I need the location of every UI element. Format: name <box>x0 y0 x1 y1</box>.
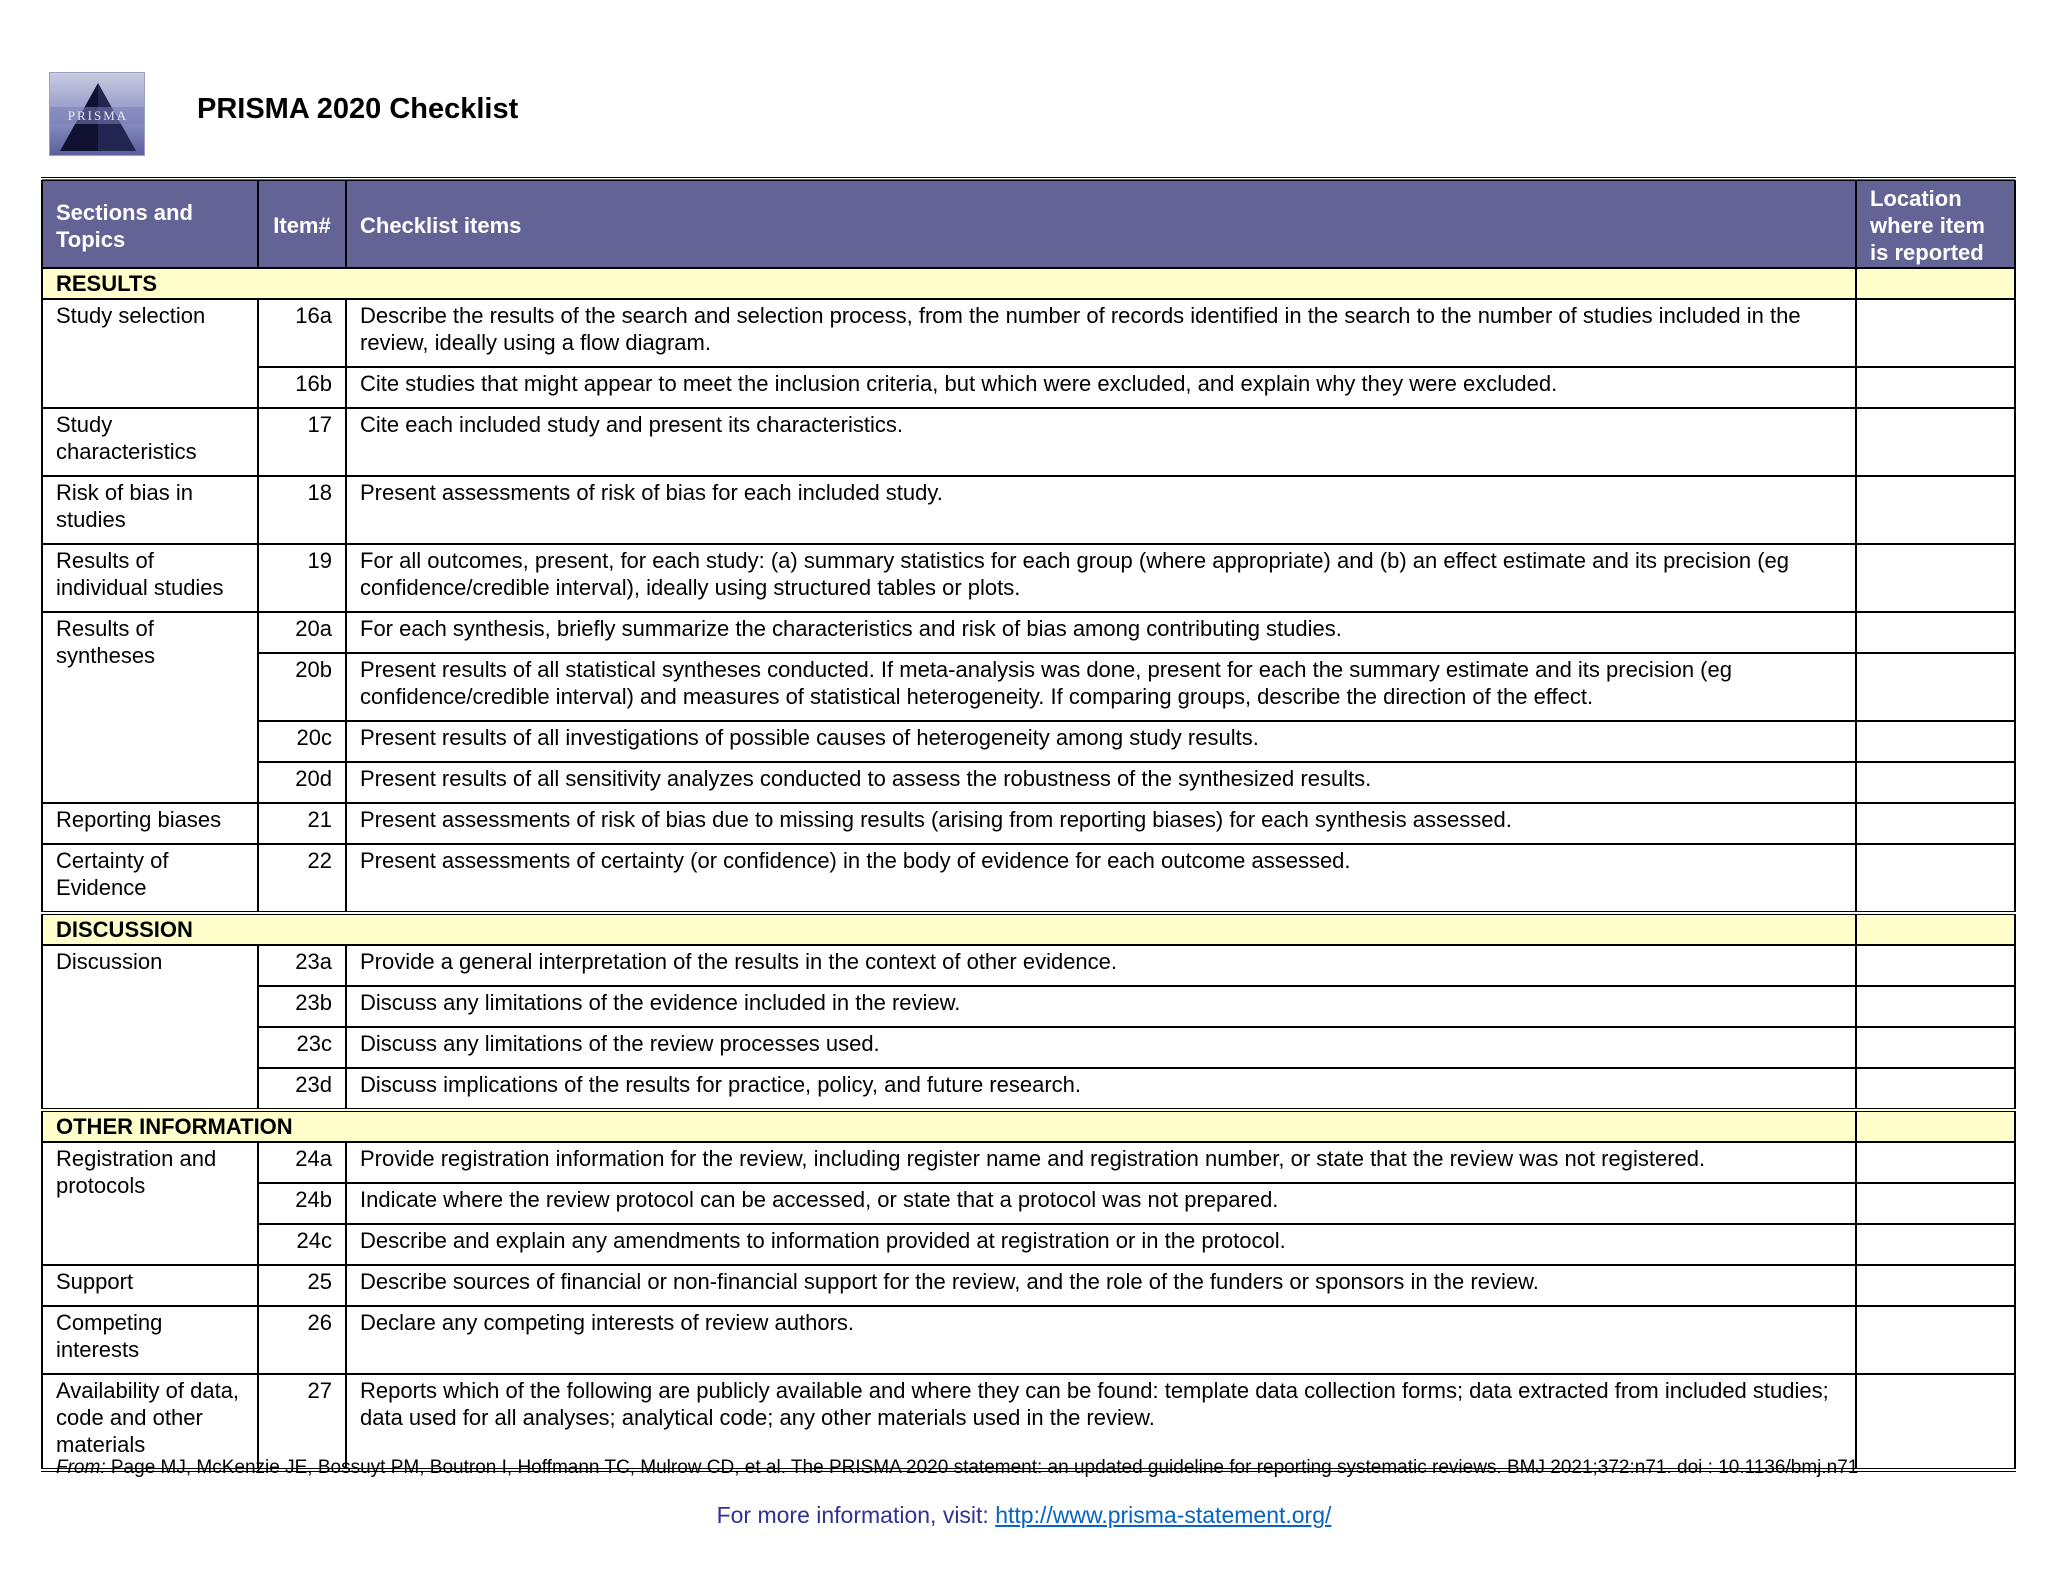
section-row <box>42 268 2015 299</box>
prisma-logo <box>49 72 145 156</box>
table-row <box>42 803 2015 844</box>
checklist-item-cell: Cite each included study and present its characteristics. <box>346 408 1856 476</box>
item-number-cell: 23b <box>258 986 346 1027</box>
checklist-item-cell: Indicate where the review protocol can be accessed, or state that a protocol was not prepared. <box>346 1183 1856 1224</box>
table-row <box>42 612 2015 653</box>
item-number-cell: 17 <box>258 408 346 476</box>
item-number-cell: 24b <box>258 1183 346 1224</box>
table-row <box>42 653 2015 721</box>
location-cell[interactable] <box>1856 844 2015 913</box>
location-cell[interactable] <box>1856 1068 2015 1110</box>
location-cell[interactable] <box>1856 1265 2015 1306</box>
topic-cell: Registration and protocols <box>42 1142 258 1265</box>
checklist-item-cell: Provide a general interpretation of the results in the context of other evidence. <box>346 945 1856 986</box>
location-cell[interactable] <box>1856 1142 2015 1183</box>
item-number-cell: 25 <box>258 1265 346 1306</box>
checklist-item-cell: Present assessments of risk of bias for each included study. <box>346 476 1856 544</box>
location-cell[interactable] <box>1856 367 2015 408</box>
table-row <box>42 367 2015 408</box>
checklist-item-cell: Discuss any limitations of the review processes used. <box>346 1027 1856 1068</box>
item-number-cell: 23a <box>258 945 346 986</box>
checklist-item-cell: For all outcomes, present, for each study: (a) summary statistics for each group (where appropriate) and (b) an effect estimate and its precision (eg confidence/credible interval), ideally using structured tables or plots. <box>346 544 1856 612</box>
citation-from-label: From: <box>56 1457 106 1478</box>
location-cell[interactable] <box>1856 612 2015 653</box>
location-cell[interactable] <box>1856 299 2015 367</box>
checklist-item-cell: Present assessments of risk of bias due to missing results (arising from reporting biases) for each synthesis assessed. <box>346 803 1856 844</box>
checklist-item-cell: Discuss any limitations of the evidence included in the review. <box>346 986 1856 1027</box>
location-cell[interactable] <box>1856 544 2015 612</box>
checklist-item-cell: Declare any competing interests of review authors. <box>346 1306 1856 1374</box>
item-number-cell: 24c <box>258 1224 346 1265</box>
checklist-item-cell: Describe the results of the search and selection process, from the number of records identified in the search to the number of studies included in the review, ideally using a flow diagram. <box>346 299 1856 367</box>
table-row <box>42 1142 2015 1183</box>
checklist-item-cell: Describe sources of financial or non-financial support for the review, and the role of the funders or sponsors in the review. <box>346 1265 1856 1306</box>
checklist-item-cell: Present results of all statistical syntheses conducted. If meta-analysis was done, present for each the summary estimate and its precision (eg confidence/credible interval) and measures of statistical heterogeneity. If comparing groups, describe the direction of the effect. <box>346 653 1856 721</box>
section-location-cell <box>1856 268 2015 299</box>
section-location-cell <box>1856 1110 2015 1142</box>
table-row <box>42 844 2015 913</box>
citation-text: Page MJ, McKenzie JE, Bossuyt PM, Boutron I, Hoffmann TC, Mulrow CD, et al. The PRISMA 2020 statement: an updated guideline for reporting systematic reviews. BMJ 2021;372:n71. doi : 10.1136/bmj.n71 <box>105 1457 1859 1478</box>
table-row <box>42 986 2015 1027</box>
checklist-table <box>41 177 2016 1472</box>
location-cell[interactable] <box>1856 762 2015 803</box>
location-cell[interactable] <box>1856 721 2015 762</box>
logo-text: PRISMA <box>67 108 129 123</box>
table-row <box>42 299 2015 367</box>
location-cell[interactable] <box>1856 1224 2015 1265</box>
topic-cell: Availability of data, code and other materials <box>42 1374 258 1470</box>
prisma-website-link[interactable]: http://www.prisma-statement.org/ <box>995 1502 1332 1528</box>
section-heading: RESULTS <box>42 268 1856 299</box>
checklist-item-cell: Present assessments of certainty (or confidence) in the body of evidence for each outcome assessed. <box>346 844 1856 913</box>
table-row <box>42 1068 2015 1110</box>
more-info-prefix: For more information, visit: <box>716 1502 996 1528</box>
more-info-line <box>0 1500 2048 1530</box>
topic-cell: Certainty of Evidence <box>42 844 258 913</box>
topic-cell: Results of individual studies <box>42 544 258 612</box>
topic-cell: Support <box>42 1265 258 1306</box>
item-number-cell: 19 <box>258 544 346 612</box>
section-row <box>42 913 2015 945</box>
item-number-cell: 27 <box>258 1374 346 1470</box>
item-number-cell: 23d <box>258 1068 346 1110</box>
section-heading: OTHER INFORMATION <box>42 1110 1856 1142</box>
header-location: Location where item is reported <box>1856 179 2015 268</box>
location-cell[interactable] <box>1856 476 2015 544</box>
item-number-cell: 16a <box>258 299 346 367</box>
item-number-cell: 24a <box>258 1142 346 1183</box>
checklist-item-cell: Describe and explain any amendments to information provided at registration or in the protocol. <box>346 1224 1856 1265</box>
table-header-row <box>42 179 2015 268</box>
topic-cell: Discussion <box>42 945 258 1110</box>
checklist-item-cell: Present results of all investigations of possible causes of heterogeneity among study results. <box>346 721 1856 762</box>
item-number-cell: 23c <box>258 1027 346 1068</box>
section-location-cell <box>1856 913 2015 945</box>
location-cell[interactable] <box>1856 803 2015 844</box>
location-cell[interactable] <box>1856 1027 2015 1068</box>
table-row <box>42 544 2015 612</box>
header-checklist-items: Checklist items <box>346 179 1856 268</box>
table-row <box>42 476 2015 544</box>
table-row <box>42 408 2015 476</box>
table-row <box>42 1183 2015 1224</box>
table-row <box>42 1027 2015 1068</box>
checklist-body <box>42 268 2015 1470</box>
table-row <box>42 762 2015 803</box>
item-number-cell: 16b <box>258 367 346 408</box>
section-row <box>42 1110 2015 1142</box>
checklist-item-cell: Present results of all sensitivity analyzes conducted to assess the robustness of the synthesized results. <box>346 762 1856 803</box>
topic-cell: Competing interests <box>42 1306 258 1374</box>
table-row <box>42 1265 2015 1306</box>
item-number-cell: 18 <box>258 476 346 544</box>
checklist-item-cell: Discuss implications of the results for practice, policy, and future research. <box>346 1068 1856 1110</box>
item-number-cell: 26 <box>258 1306 346 1374</box>
checklist-item-cell: Reports which of the following are publicly available and where they can be found: template data collection forms; data extracted from included studies; data used for all analyses; analytical code; any other materials used in the review. <box>346 1374 1856 1470</box>
topic-cell: Results of syntheses <box>42 612 258 803</box>
checklist-item-cell: Cite studies that might appear to meet the inclusion criteria, but which were excluded, and explain why they were excluded. <box>346 367 1856 408</box>
header-sections-topics: Sections and Topics <box>42 179 258 268</box>
topic-cell: Study characteristics <box>42 408 258 476</box>
checklist-item-cell: Provide registration information for the review, including register name and registration number, or state that the review was not registered. <box>346 1142 1856 1183</box>
item-number-cell: 20d <box>258 762 346 803</box>
item-number-cell: 20c <box>258 721 346 762</box>
location-cell[interactable] <box>1856 945 2015 986</box>
section-heading: DISCUSSION <box>42 913 1856 945</box>
location-cell[interactable] <box>1856 408 2015 476</box>
topic-cell: Study selection <box>42 299 258 408</box>
table-row <box>42 945 2015 986</box>
location-cell[interactable] <box>1856 653 2015 721</box>
table-row <box>42 721 2015 762</box>
location-cell[interactable] <box>1856 1183 2015 1224</box>
checklist-item-cell: For each synthesis, briefly summarize the characteristics and risk of bias among contributing studies. <box>346 612 1856 653</box>
item-number-cell: 20a <box>258 612 346 653</box>
header-item-number: Item# <box>258 179 346 268</box>
item-number-cell: 22 <box>258 844 346 913</box>
footer-citation <box>56 1455 2001 1480</box>
table-row <box>42 1224 2015 1265</box>
location-cell[interactable] <box>1856 986 2015 1027</box>
item-number-cell: 20b <box>258 653 346 721</box>
table-row <box>42 1306 2015 1374</box>
page-title: PRISMA 2020 Checklist <box>197 93 519 125</box>
location-cell[interactable] <box>1856 1306 2015 1374</box>
topic-cell: Risk of bias in studies <box>42 476 258 544</box>
topic-cell: Reporting biases <box>42 803 258 844</box>
item-number-cell: 21 <box>258 803 346 844</box>
